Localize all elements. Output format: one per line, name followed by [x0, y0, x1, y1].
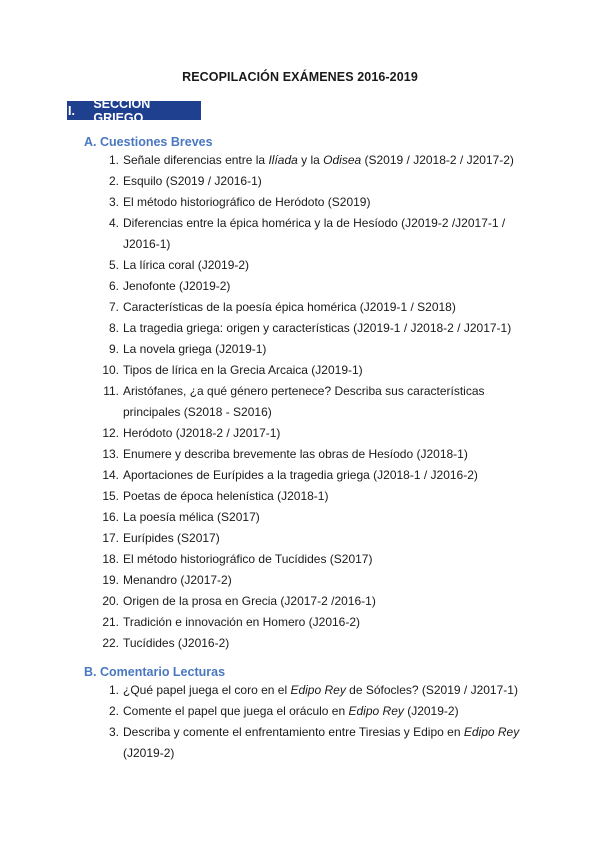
list-item-line: Heródoto (J2018-2 / J2017-1) [123, 426, 281, 440]
list-item-number: 16. [102, 510, 119, 524]
subsection-heading-b [84, 665, 225, 679]
subsection-label: Cuestiones Breves [100, 135, 213, 149]
subsection-heading-a [84, 135, 213, 149]
list-item-line: Eurípides (S2017) [123, 531, 220, 545]
list-item-line: Aportaciones de Eurípides a la tragedia griega (J2018-1 / J2016-2) [123, 468, 478, 482]
list-item-number: 2. [108, 704, 119, 718]
list-item-text [123, 612, 533, 633]
list-item-text [123, 633, 533, 654]
list-item-text [123, 701, 533, 722]
list-item-line: ¿Qué papel juega el coro en el Edipo Rey de Sófocles? (S2019 / J2017-1) [123, 683, 518, 697]
list-item-text [123, 192, 533, 213]
list-item-line: (J2019-2) [123, 746, 175, 760]
list-item-line: Jenofonte (J2019-2) [123, 279, 231, 293]
subsection-letter: A. [84, 135, 97, 149]
list-item-text [123, 680, 533, 701]
list-item-line: Tipos de lírica en la Grecia Arcaica (J2019-1) [123, 363, 363, 377]
list-item-number: 1. [108, 153, 119, 167]
list-item-text [123, 171, 533, 192]
list-item-number: 6. [108, 279, 119, 293]
list-item-number: 3. [108, 195, 119, 209]
list-item-line: La lírica coral (J2019-2) [123, 258, 250, 272]
list-item-number: 10. [102, 363, 119, 377]
list-item-text [123, 465, 533, 486]
list-item-number: 7. [108, 300, 119, 314]
subsection-letter: B. [84, 665, 97, 679]
list-item-number: 5. [108, 258, 119, 272]
list-item-text [123, 722, 533, 764]
list-item-number: 3. [108, 725, 119, 739]
list-item-line: Origen de la prosa en Grecia (J2017-2 /2016-1) [123, 594, 376, 608]
list-item-text [123, 549, 533, 570]
list-item-line: Señale diferencias entre la Ilíada y la Odisea (S2019 / J2018-2 / J2017-2) [123, 153, 514, 167]
list-item-line: principales (S2018 - S2016) [123, 405, 272, 419]
list-item-number: 19. [102, 573, 119, 587]
list-item-number: 22. [102, 636, 119, 650]
list-item-text [123, 150, 533, 171]
section-number: I. [68, 103, 75, 118]
list-item-text [123, 423, 533, 444]
list-item-text [123, 339, 533, 360]
list-item-text [123, 318, 533, 339]
list-item-line: Aristófanes, ¿a qué género pertenece? Describa sus características [123, 384, 485, 398]
list-item-line: Esquilo (S2019 / J2016-1) [123, 174, 262, 188]
list-item-line: La poesía mélica (S2017) [123, 510, 260, 524]
list-item-line: Poetas de época helenística (J2018-1) [123, 489, 329, 503]
list-item-number: 17. [102, 531, 119, 545]
list-item-line: J2016-1) [123, 237, 171, 251]
list-item-text [123, 507, 533, 528]
subsection-label: Comentario Lecturas [100, 665, 226, 679]
list-item-number: 13. [102, 447, 119, 461]
section-heading [67, 96, 201, 125]
list-item-number: 12. [102, 426, 119, 440]
list-item-text [123, 276, 533, 297]
list-item-line: La novela griega (J2019-1) [123, 342, 267, 356]
list-item-line: La tragedia griega: origen y características (J2019-1 / J2018-2 / J2017-1) [123, 321, 512, 335]
document-title: RECOPILACIÓN EXÁMENES 2016-2019 [182, 70, 418, 84]
list-item-number: 4. [108, 216, 119, 230]
list-item-text [123, 297, 533, 318]
list-item-number: 21. [102, 615, 119, 629]
list-item-number: 1. [108, 683, 119, 697]
list-item-text [123, 381, 533, 423]
list-item-line: Tucídides (J2016-2) [123, 636, 230, 650]
list-item-line: Características de la poesía épica homérica (J2019-1 / S2018) [123, 300, 456, 314]
list-item-line: Tradición e innovación en Homero (J2016-2) [123, 615, 361, 629]
list-item-number: 2. [108, 174, 119, 188]
list-item-text [123, 486, 533, 507]
list-item-text [123, 213, 533, 255]
list-item-number: 20. [102, 594, 119, 608]
list-item-text [123, 255, 533, 276]
list-item-number: 14. [102, 468, 119, 482]
list-item-line: El método historiográfico de Heródoto (S2019) [123, 195, 371, 209]
list-item-line: Comente el papel que juega el oráculo en Edipo Rey (J2019-2) [123, 704, 459, 718]
list-item-line: Diferencias entre la épica homérica y la de Hesíodo (J2019-2 /J2017-1 / [123, 216, 506, 230]
list-item-number: 8. [108, 321, 119, 335]
list-item-line: Describa y comente el enfrentamiento entre Tiresias y Edipo en Edipo Rey [123, 725, 520, 739]
list-item-text [123, 444, 533, 465]
section-label: SECCIÓN GRIEGO [93, 96, 151, 125]
list-item-number: 18. [102, 552, 119, 566]
list-item-number: 11. [103, 384, 119, 398]
list-item-text [123, 570, 533, 591]
list-item-number: 15. [102, 489, 119, 503]
list-item-line: Enumere y describa brevemente las obras de Hesíodo (J2018-1) [123, 447, 468, 461]
list-item-line: Menandro (J2017-2) [123, 573, 232, 587]
list-item-text [123, 591, 533, 612]
list-item-text [123, 360, 533, 381]
list-item-line: El método historiográfico de Tucídides (S2017) [123, 552, 373, 566]
list-item-text [123, 528, 533, 549]
list-item-number: 9. [108, 342, 119, 356]
